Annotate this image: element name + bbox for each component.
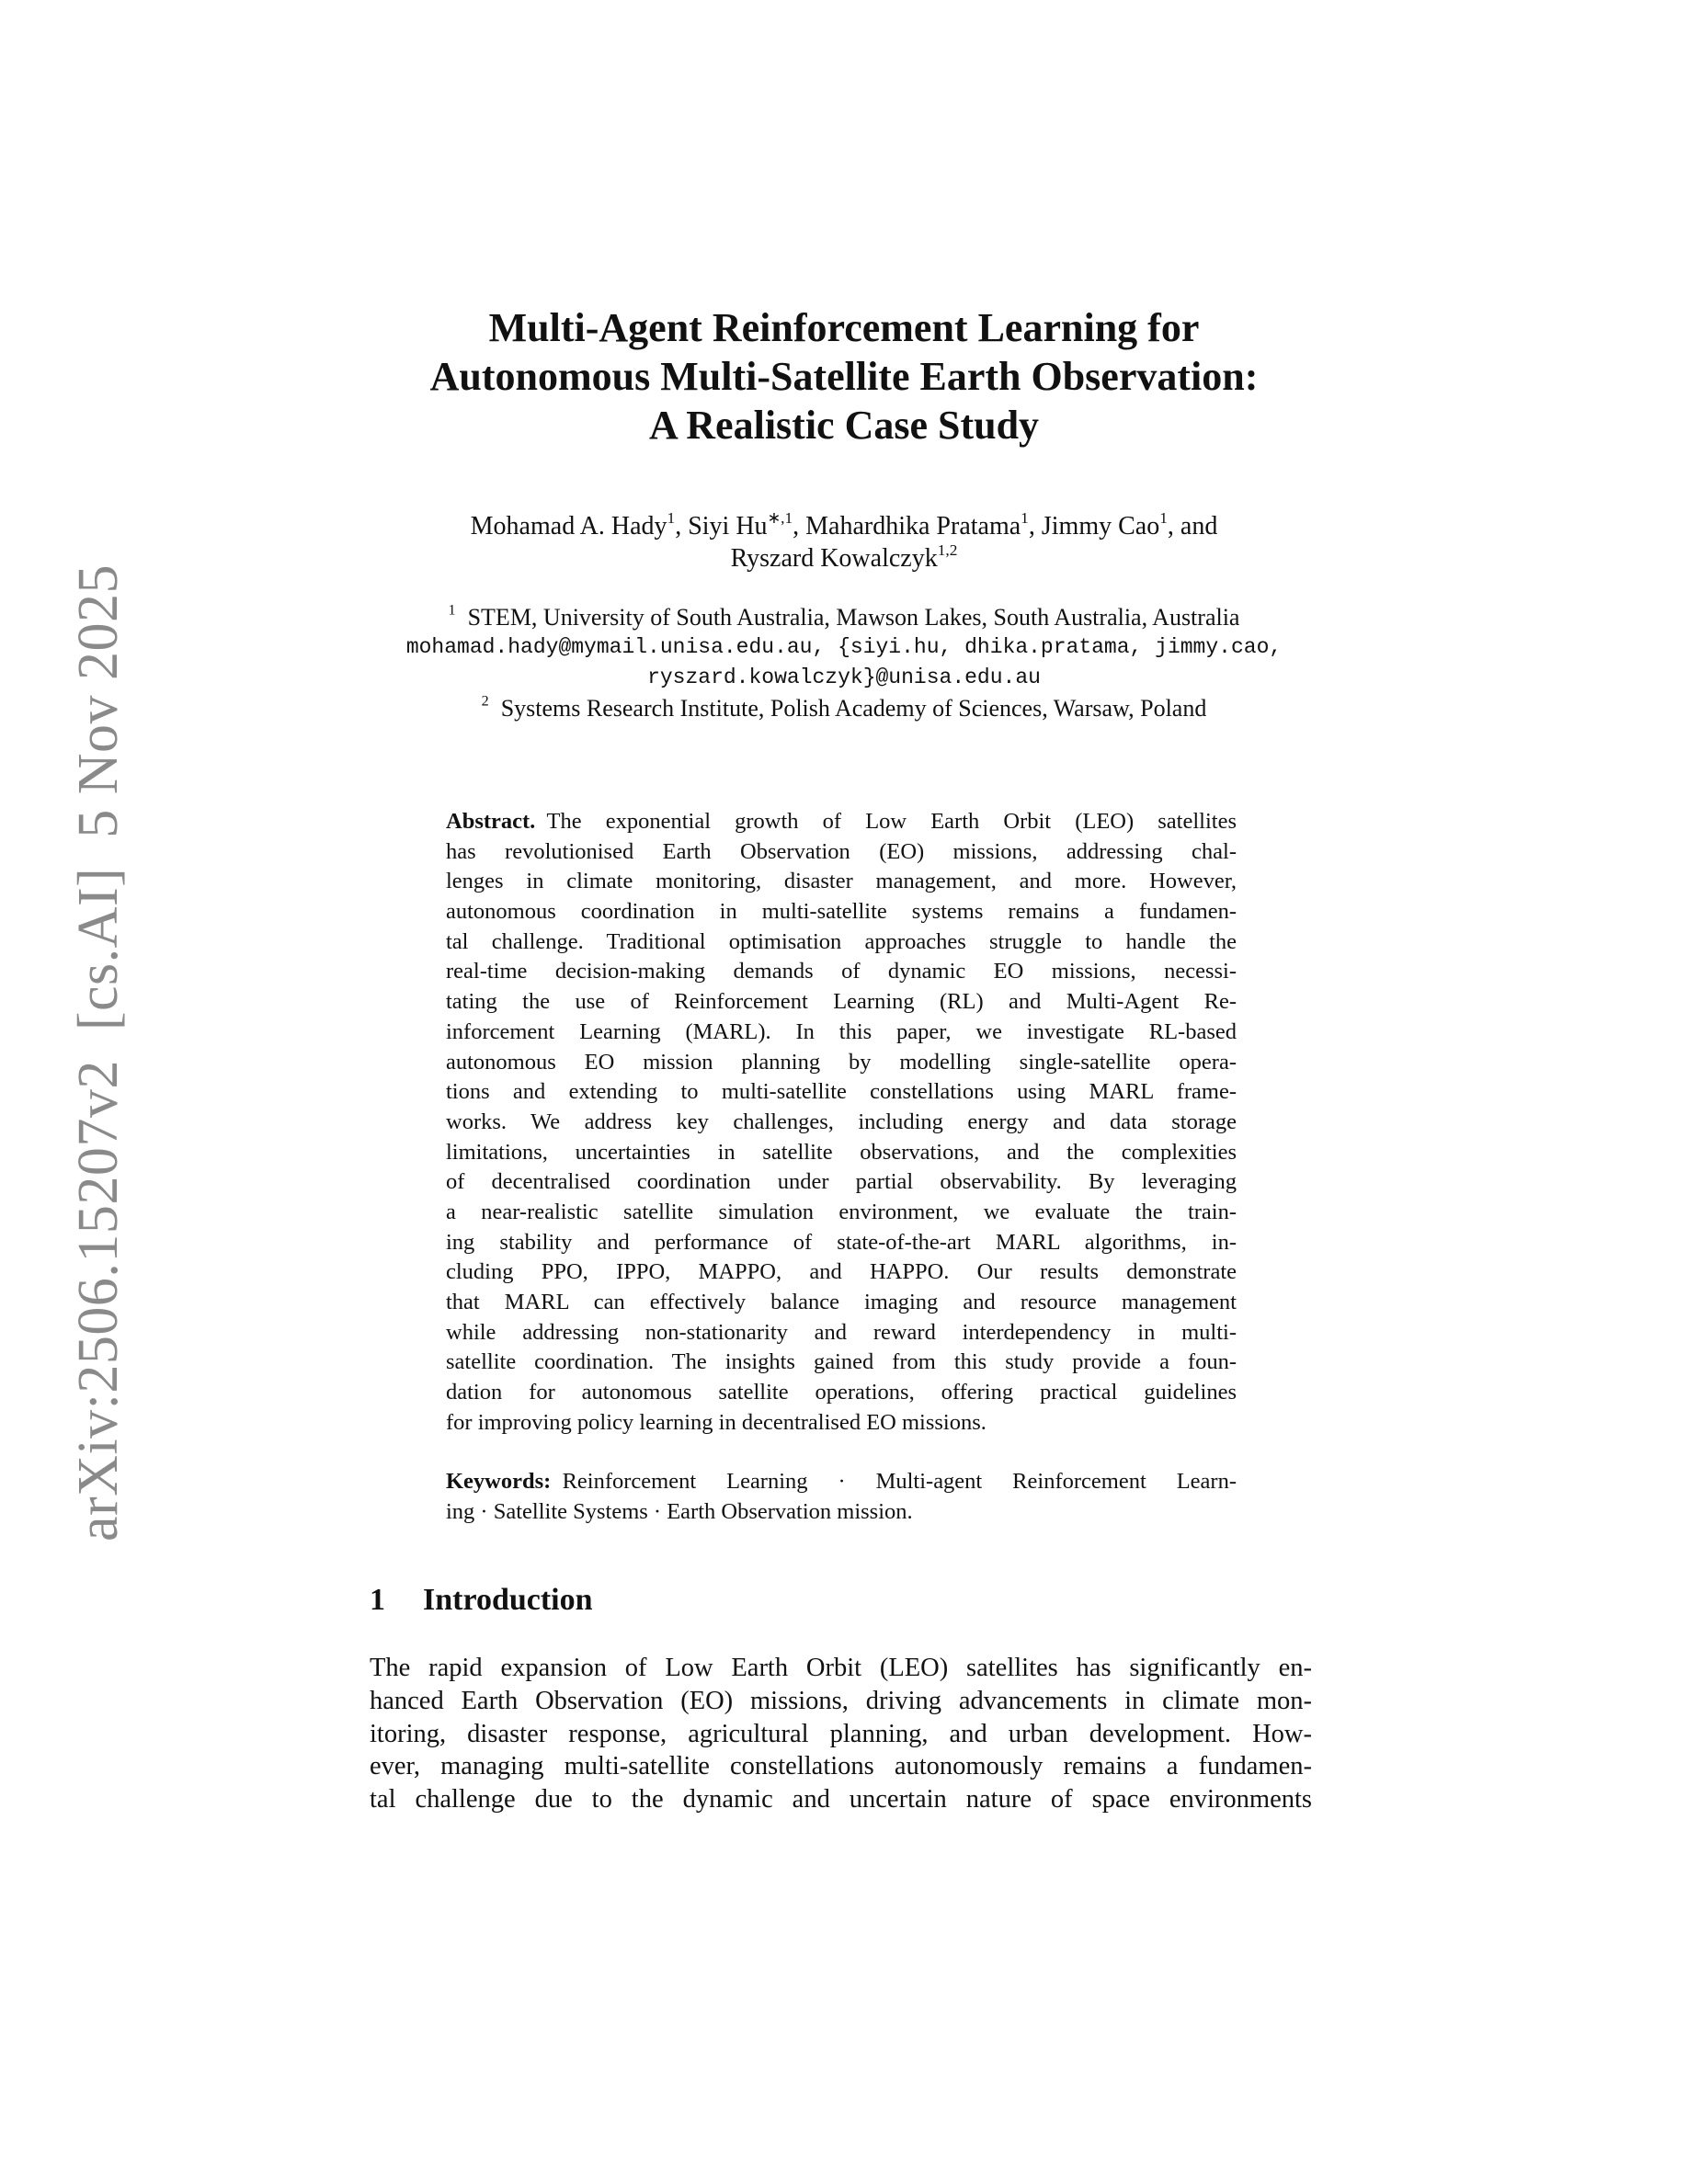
text-line: satellite coordination. The insights gained from this study provide a foun- (446, 1349, 1237, 1375)
text-line: inforcement Learning (MARL). In this paper, we investigate RL-based (446, 1018, 1237, 1044)
affiliation-1 (0, 602, 1688, 632)
email-list: mohamad.hady@mymail.unisa.edu.au, {siyi.hu, dhika.pratama, jimmy.cao, (405, 635, 1283, 659)
title-line: Autonomous Multi-Satellite Earth Observation: (429, 354, 1259, 399)
title-line: A Realistic Case Study (648, 403, 1040, 448)
affiliation-mark: ∗,1 (767, 508, 793, 527)
text-line: autonomous coordination in multi-satellite systems remains a fundamen- (446, 899, 1237, 925)
author-conjunction: , and (1167, 512, 1218, 540)
section-number: 1 (370, 1583, 385, 1617)
label: Keywords: (446, 1469, 552, 1494)
affiliation-text: Systems Research Institute, Polish Academy of Sciences, Warsaw, Poland (500, 695, 1207, 722)
affiliation-mark: 1 (1159, 508, 1168, 527)
author-line (0, 542, 1688, 574)
text-line: tal challenge due to the dynamic and uncertain nature of space environments (370, 1785, 1312, 1814)
text-line (446, 1467, 1237, 1497)
affiliation-mark: 1,2 (937, 540, 958, 559)
author-name: Mohamad A. Hady (470, 512, 667, 540)
author-name: , Jimmy Cao (1028, 512, 1160, 540)
text-line: ing · Satellite Systems · Earth Observation mission. (446, 1498, 913, 1524)
text-line: tions and extending to multi-satellite constellations using MARL frame- (446, 1079, 1237, 1105)
author-list (0, 510, 1688, 574)
text-line: itoring, disaster response, agricultural planning, and urban development. How- (370, 1719, 1312, 1748)
text-line: that MARL can effectively balance imaging and resource management (446, 1290, 1237, 1314)
affiliation-mark: 1 (448, 602, 456, 619)
affiliation-text: STEM, University of South Australia, Mawson Lakes, South Australia, Australia (467, 604, 1240, 631)
author-name: , Mahardhika Pratama (793, 512, 1021, 540)
author-line (0, 510, 1688, 542)
text-line: works. We address key challenges, including energy and data storage (446, 1109, 1237, 1134)
text-segment: Reinforcement Learning · Multi-agent Reinforcement Learn- (562, 1469, 1237, 1494)
text-line (446, 807, 1237, 837)
text-line: The rapid expansion of Low Earth Orbit (LEO) satellites has significantly en- (370, 1654, 1312, 1682)
text-line: while addressing non-stationarity and reward interdependency in multi- (446, 1319, 1237, 1345)
affiliation-mark: 2 (481, 693, 489, 710)
affiliations (0, 602, 1688, 723)
affiliation-2 (0, 693, 1688, 723)
label: Abstract. (446, 809, 536, 834)
keywords (446, 1467, 1237, 1527)
section-title: Introduction (423, 1583, 593, 1617)
text-line: real-time decision-making demands of dynamic EO missions, necessi- (446, 959, 1237, 984)
affiliation-mark: 1 (1021, 508, 1029, 527)
text-line: a near-realistic satellite simulation environment, we evaluate the train- (446, 1199, 1237, 1224)
author-name: Ryszard Kowalczyk (730, 544, 938, 573)
arxiv-identifier-stamp: arXiv:2506.15207v2 [cs.AI] 5 Nov 2025 (67, 563, 130, 1541)
text-line: autonomous EO mission planning by modelling single-satellite opera- (446, 1049, 1237, 1075)
text-line: has revolutionised Earth Observation (EO) missions, addressing chal- (446, 838, 1237, 864)
abstract (446, 807, 1237, 1438)
text-line: ever, managing multi-satellite constellations autonomously remains a fundamen- (370, 1752, 1312, 1781)
text-line: hanced Earth Observation (EO) missions, driving advancements in climate mon- (370, 1686, 1312, 1715)
text-line: of decentralised coordination under partial observability. By leveraging (446, 1169, 1237, 1195)
author-name: , Siyi Hu (675, 512, 768, 540)
text-line: tating the use of Reinforcement Learning (RL) and Multi-Agent Re- (446, 989, 1237, 1015)
text-line: limitations, uncertainties in satellite observations, and the complexities (446, 1139, 1237, 1165)
text-segment: The exponential growth of Low Earth Orbit (LEO) satellites (546, 809, 1237, 834)
paper-title (0, 303, 1688, 449)
email-list: ryszard.kowalczyk}@unisa.edu.au (647, 665, 1041, 689)
affiliation-mark: 1 (667, 508, 676, 527)
section-heading (370, 1583, 593, 1618)
text-line: cluding PPO, IPPO, MAPPO, and HAPPO. Our results demonstrate (446, 1259, 1237, 1285)
title-line: Multi-Agent Reinforcement Learning for (488, 305, 1200, 350)
introduction-paragraph (370, 1652, 1312, 1816)
text-line: dation for autonomous satellite operations, offering practical guidelines (446, 1380, 1237, 1405)
text-line: for improving policy learning in decentralised EO missions. (446, 1409, 987, 1435)
text-line: ing stability and performance of state-of-the-art MARL algorithms, in- (446, 1229, 1237, 1255)
text-line: lenges in climate monitoring, disaster management, and more. However, (446, 869, 1237, 894)
text-line: tal challenge. Traditional optimisation approaches struggle to handle the (446, 928, 1237, 954)
